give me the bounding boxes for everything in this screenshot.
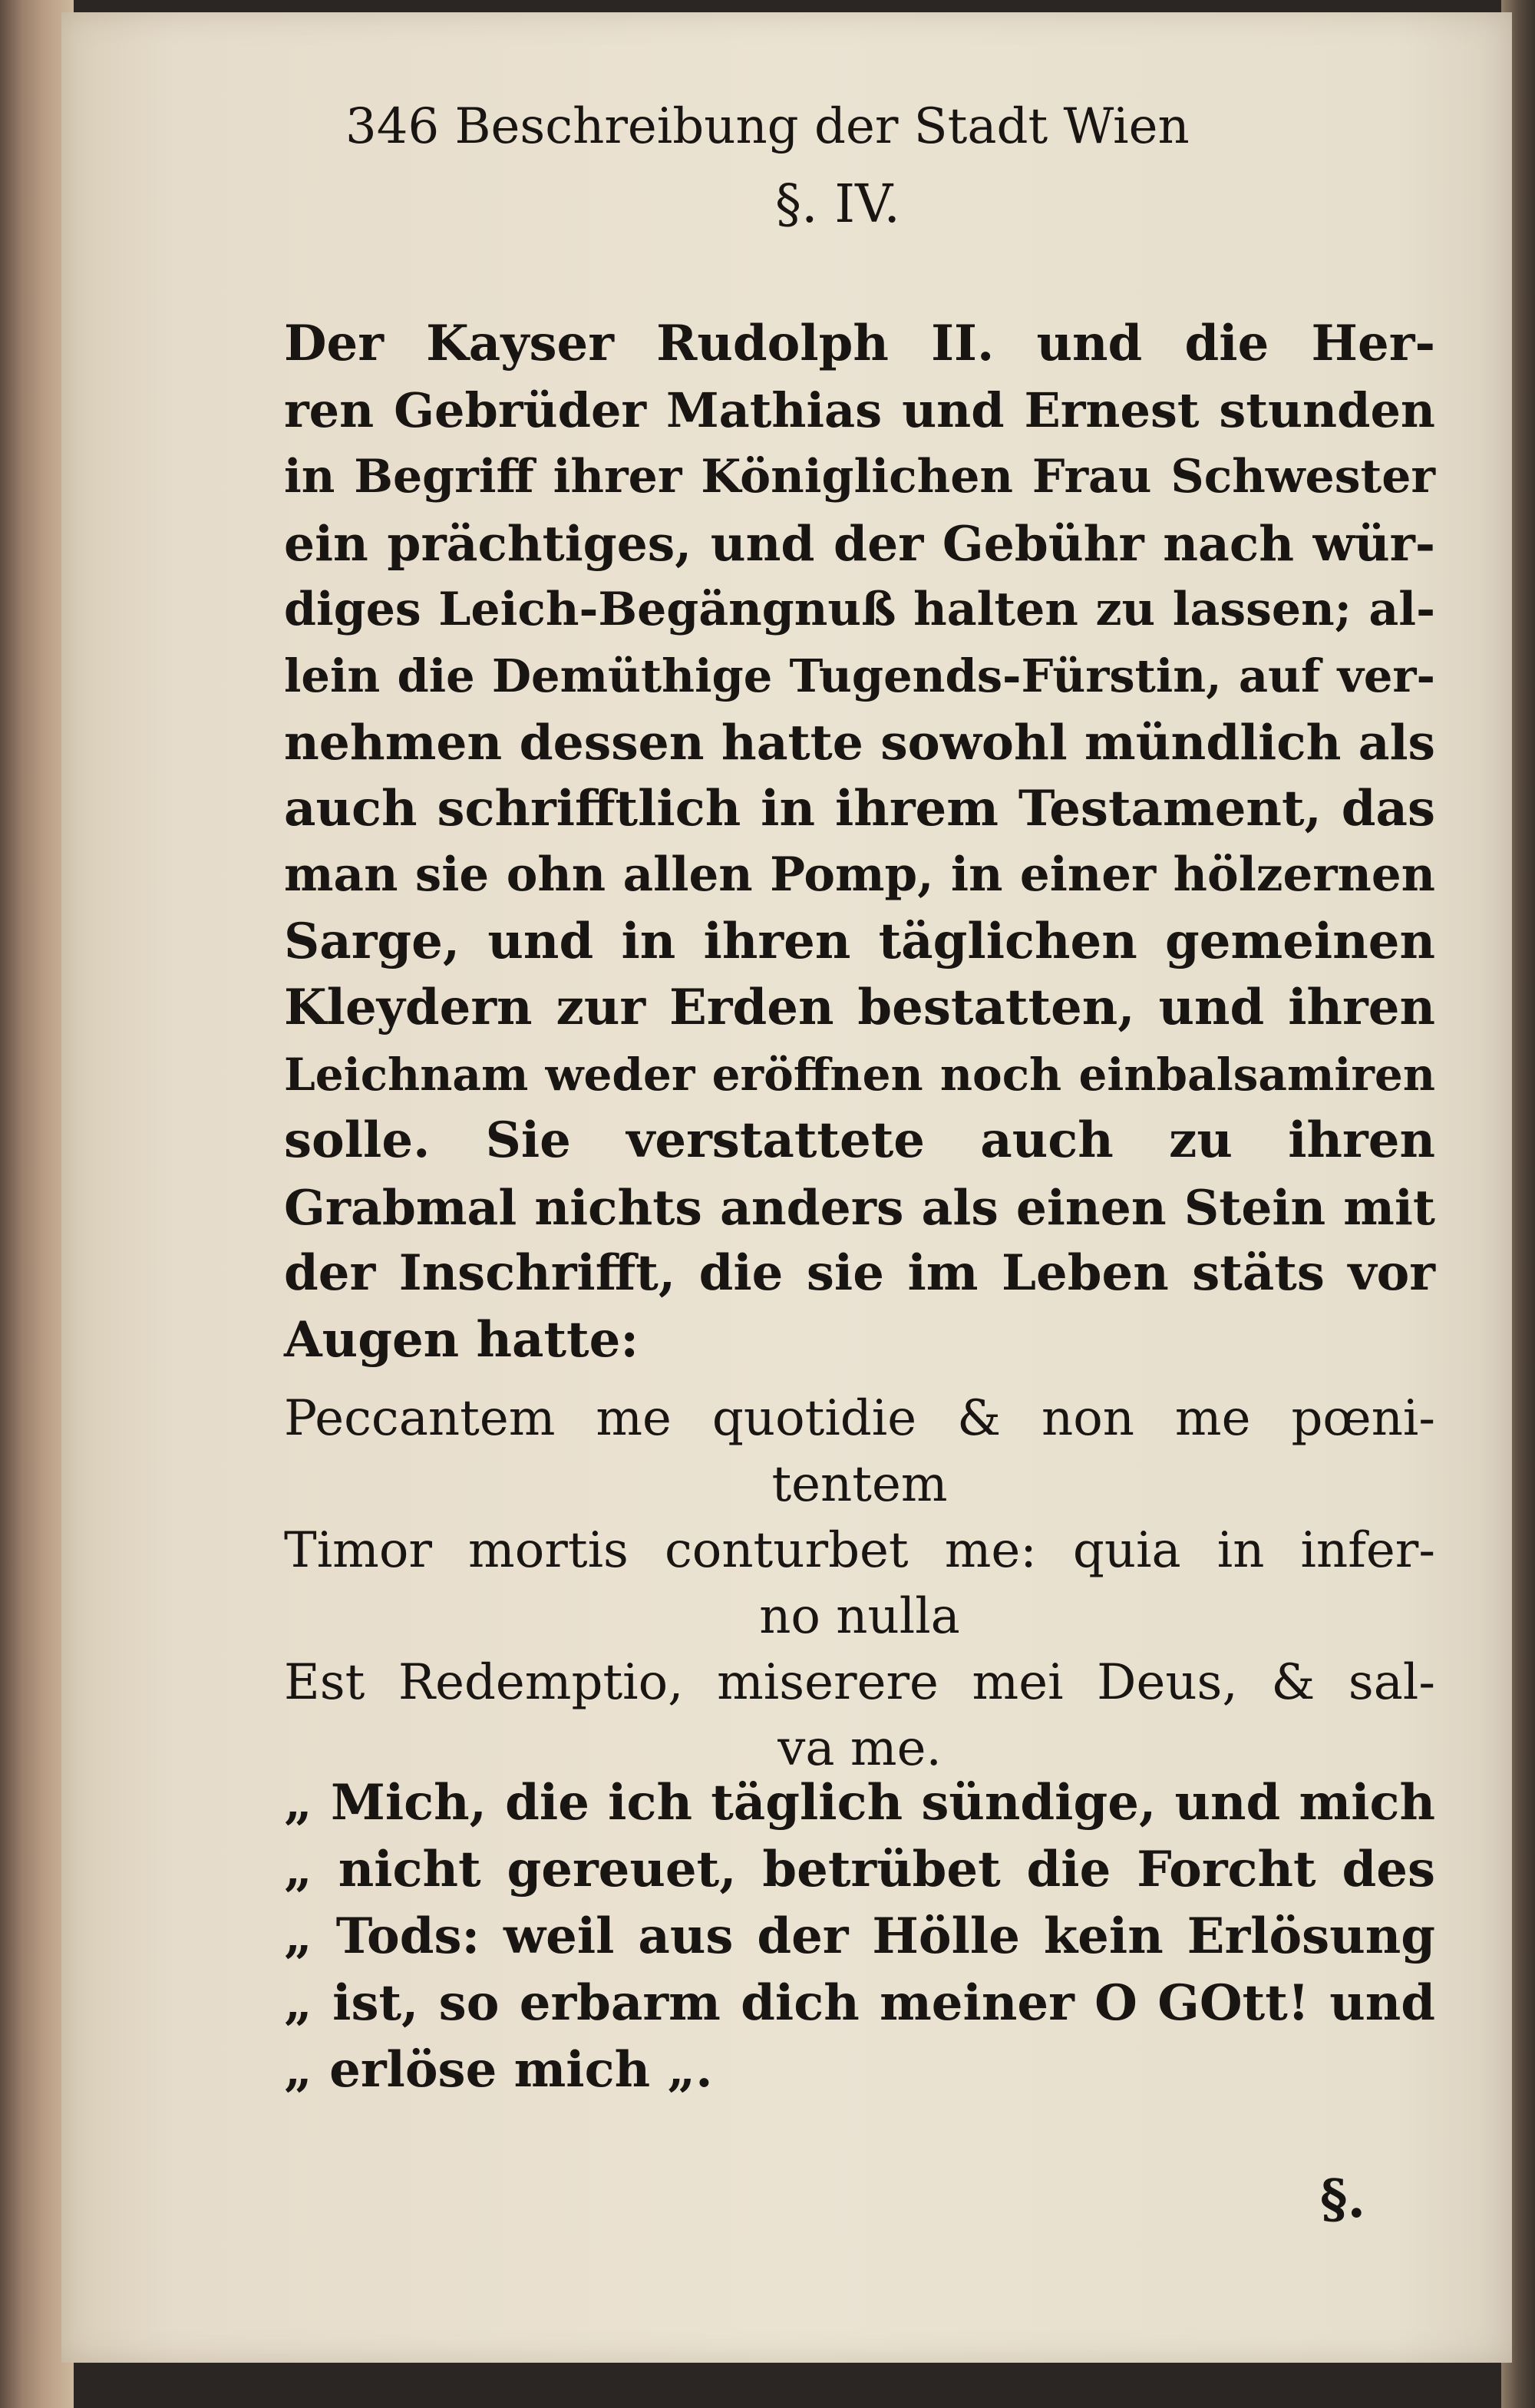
paragraph-line: Sarge, und in ihren täglichen gemeinen — [284, 912, 1435, 970]
paragraph-line: nehmen dessen hatte sowohl mündlich als — [284, 714, 1435, 771]
paragraph-line: diges Leich-Begängnuß halten zu lassen; al- — [284, 583, 1435, 636]
latin-line: no nulla — [759, 1588, 960, 1645]
paragraph-line: ren Gebrüder Mathias und Ernest stunden — [284, 382, 1435, 438]
latin-line: tentem — [771, 1456, 948, 1513]
main-paragraph — [284, 311, 1435, 1373]
latin-inscription — [284, 1386, 1435, 1782]
section-heading: §. IV. — [775, 174, 900, 235]
paragraph-line: Grabmal nichts anders als einen Stein mit — [284, 1178, 1435, 1236]
paragraph-line: ein prächtiges, und der Gebühr nach wür- — [284, 514, 1435, 572]
paragraph-line: in Begriff ihrer Königlichen Frau Schwester — [284, 450, 1435, 504]
running-header: 346 Beschreibung der Stadt Wien — [345, 98, 1190, 155]
translation-line: „ nicht gereuet, betrübet die Forcht des — [284, 1841, 1435, 1898]
paragraph-line: Der Kayser Rudolph II. und die Her- — [284, 315, 1435, 372]
latin-line: Est Redemptio, miserere mei Deus, & sal- — [284, 1654, 1435, 1711]
paragraph-line: Leichnam weder eröffnen noch einbalsamiren — [284, 1048, 1435, 1101]
latin-line: Peccantem me quotidie & non me pœni- — [284, 1390, 1435, 1447]
paragraph-line: der Inschrifft, die sie im Leben stäts vor — [284, 1244, 1435, 1302]
catchword: §. — [1320, 2169, 1366, 2230]
paragraph-line: Kleydern zur Erden bestatten, und ihren — [284, 979, 1435, 1036]
paragraph-line: auch schrifftlich in ihrem Testament, das — [284, 779, 1435, 837]
paragraph-line: man sie ohn allen Pomp, in einer hölzernen — [284, 847, 1435, 902]
translation-line: „ Mich, die ich täglich sündige, und mich — [284, 1774, 1435, 1832]
latin-line: Timor mortis conturbet me: quia in infer- — [284, 1522, 1435, 1579]
translation-line: „ ist, so erbarm dich meiner O GOtt! und — [284, 1974, 1435, 2032]
translation-line: „ erlöse mich „. — [284, 2041, 713, 2099]
paragraph-line: Augen hatte: — [284, 1310, 639, 1369]
latin-line: va me. — [777, 1720, 942, 1777]
paragraph-line: lein die Demüthige Tugends-Fürstin, auf ver- — [284, 649, 1435, 702]
paragraph-line: solle. Sie verstattete auch zu ihren — [284, 1112, 1435, 1169]
german-translation — [284, 1769, 1435, 2103]
translation-line: „ Tods: weil aus der Hölle kein Erlösung — [284, 1908, 1435, 1965]
